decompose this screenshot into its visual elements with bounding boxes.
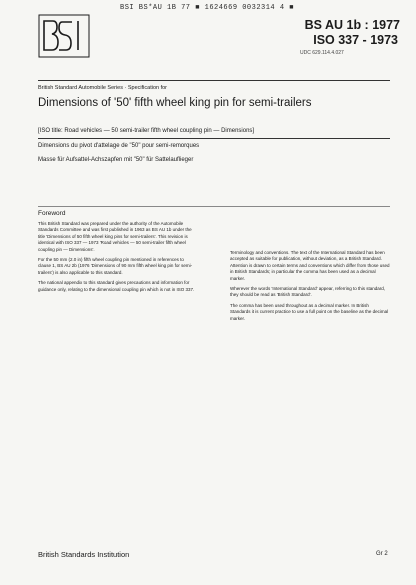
bsi-logo <box>38 14 90 58</box>
header-code-line: BSI BS*AU 1B 77 ■ 1624669 0032314 4 ■ <box>120 4 294 12</box>
document-title: Dimensions of '50' fifth wheel king pin for semi-trailers <box>38 97 312 109</box>
foreword-right-column <box>230 250 390 326</box>
standard-number: BS AU 1b : 1977 <box>304 18 400 32</box>
iso-title: [ISO title: Road vehicles — 50 semi-trailer fifth wheel coupling pin — Dimensions] <box>38 128 255 134</box>
foreword-paragraph: For the 50 mm (2.0 in) fifth wheel coupling pin mentioned in references to clause 1, BS AU 2b (1976 'Dimensions of 90 mm fifth wheel king pin for semi-trailers') is also applicable to this standard. <box>38 257 193 275</box>
german-title: Masse für Aufsattel-Achszapfen mit "50" für Sattelauflieger <box>38 157 194 163</box>
iso-number: ISO 337 - 1973 <box>313 33 398 47</box>
french-title: Dimensions du pivot d'attelage de "50" pour semi-remorques <box>38 143 200 149</box>
series-line: British Standard Automobile Series · Specification for <box>38 85 168 91</box>
foreword-paragraph: Wherever the words 'International Standard' appear, referring to this standard, they should be read as 'British Standard'. <box>230 286 386 298</box>
foreword-heading: Foreword <box>38 210 66 217</box>
top-rule <box>38 80 390 81</box>
middle-rule <box>38 138 390 139</box>
foreword-paragraph: This British Standard was prepared under the authority of the Automobile Standards Committee and was first published in 1963 as BS AU 1b under the title 'Dimensions of 50 fifth wheel king pins for semi-trailers'. This revision is identical with ISO 337 — 1973 'Road vehicles — 50 semi-trailer fifth wheel coupling pin — Dimensions'. <box>38 221 192 252</box>
foreword-paragraph: The comma has been used throughout as a decimal marker. In British Standards it is current practice to use a full point on the baseline as the decimal marker. <box>230 302 389 321</box>
udc-code: UDC 629.114.4.027 <box>300 50 344 56</box>
foreword-paragraph: The national appendix to this standard gives precautions and information for guidance only, relating to the dimensional coupling pin which is not in ISO 337. <box>38 280 195 292</box>
publisher-name: British Standards Institution <box>38 550 130 559</box>
foreword-paragraph: Terminology and conventions. The text of the International Standard has been accepted as suitable for publication, without deviation, as a British Standard. Attention is drawn to certain terms and conventions which differ from those used in British Standards; in particular the comma has been used as a decimal marker. <box>230 250 390 281</box>
section-rule <box>38 206 390 207</box>
foreword-left-column <box>38 221 198 297</box>
price-code: Gr 2 <box>376 551 388 557</box>
